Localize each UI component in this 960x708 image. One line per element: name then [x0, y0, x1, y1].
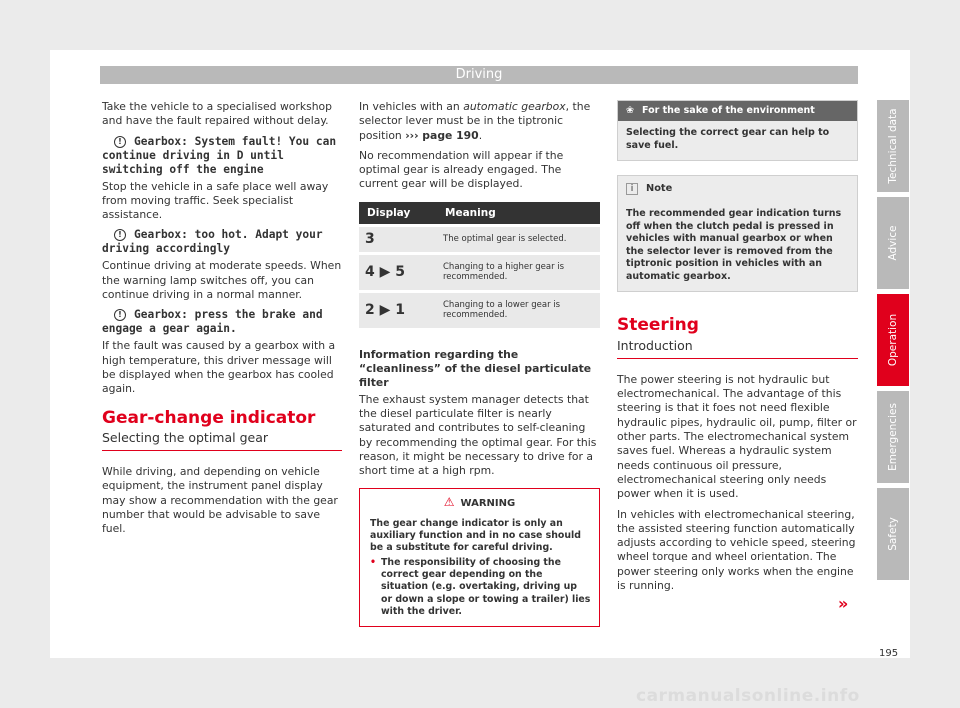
warning-box	[359, 488, 600, 627]
leaf-icon: ❀	[626, 105, 634, 116]
paragraph: The exhaust system manager detects that the diesel particulate filter is nearly saturated and contributes to self-cleaning by recommending the optimal gear. For this reason, it might be necessary to drive for a short time at a high rpm.	[359, 392, 597, 478]
watermark: carmanualsonline.info	[636, 686, 860, 706]
driver-message-text: Gearbox: press the brake and engage a gear again.	[102, 308, 323, 336]
info-icon: !	[114, 309, 126, 321]
column-3	[617, 100, 858, 599]
paragraph: Take the vehicle to a specialised workshop and have the fault repaired without delay.	[102, 100, 333, 128]
tab-emergencies[interactable]: Emergencies	[877, 391, 909, 483]
paragraph: In vehicles with electromechanical steering, the assisted steering function automatically adjusts according to vehicle speed, steering wheel torque and wheel orientation. The power steering only works when the engine is running.	[617, 507, 856, 593]
note-text: The recommended gear indication turns off when the clutch pedal is pressed in vehicles with manual gearbox or when the selector lever is removed from the tiptronic position in vehicles with an automatic gearbox.	[618, 202, 857, 291]
tab-technical-data[interactable]: Technical data	[877, 100, 909, 192]
continue-icon: »	[838, 594, 849, 613]
driver-message	[102, 135, 342, 177]
tab-operation[interactable]: Operation	[877, 294, 909, 386]
paragraph: Continue driving at moderate speeds. When the warning lamp switches off, you can continue driving in a normal manner.	[102, 259, 342, 302]
gear-display-table	[359, 202, 600, 328]
section-heading: Gear-change indicator	[102, 407, 316, 428]
section-subheading: Introduction	[617, 339, 858, 359]
gear-display: 2 ▶ 1	[359, 291, 437, 328]
subsection-title: Information regarding the “cleanliness” of the diesel particulate filter	[359, 347, 592, 390]
note-icon: i	[626, 183, 638, 195]
table-header: Meaning	[437, 202, 600, 226]
table-row	[359, 253, 600, 291]
paragraph: While driving, and depending on vehicle equipment, the instrument panel display may show a recommendation with the gear number that would be advisable to save fuel.	[102, 465, 338, 536]
environment-text: Selecting the correct gear can help to save fuel.	[618, 121, 857, 160]
warning-text: The gear change indicator is only an auxiliary function and in no case should be a substitute for careful driving.	[370, 517, 581, 554]
environment-box	[617, 100, 858, 161]
environment-title: ❀ For the sake of the environment	[618, 101, 857, 121]
paragraph: Stop the vehicle in a safe place well away from moving traffic. Seek specialist assistance.	[102, 179, 329, 222]
driver-message	[102, 308, 342, 336]
page-header: Driving	[100, 66, 858, 84]
warning-title: ⚠ WARNING	[443, 495, 516, 510]
warning-bullet: • The responsibility of choosing the correct gear depending on the situation (e.g. overtaking, driving up or down a slope or towing a trailer) lies with the driver.	[370, 556, 591, 617]
note-box	[617, 175, 858, 292]
warning-triangle-icon: ⚠	[443, 495, 455, 510]
paragraph: No recommendation will appear if the optimal gear is already engaged. The current gear will be displayed.	[359, 148, 564, 191]
driver-message	[102, 228, 342, 256]
tab-safety[interactable]: Safety	[877, 488, 909, 580]
paragraph: If the fault was caused by a gearbox with a high temperature, this driver message will be displayed when the gearbox has cooled again.	[102, 339, 336, 396]
gear-meaning: Changing to a lower gear is recommended.	[437, 291, 600, 328]
driver-message-text: Gearbox: System fault! You can continue driving in D until switching off the engine	[102, 134, 337, 176]
column-1	[102, 100, 342, 543]
page-number: 195	[879, 648, 899, 659]
driver-message-text: Gearbox: too hot. Adapt your driving accordingly	[102, 228, 323, 256]
gear-display: 4 ▶ 5	[359, 253, 437, 291]
note-title: i Note	[618, 176, 857, 202]
gear-display: 3	[359, 226, 437, 254]
column-2	[359, 100, 600, 627]
section-subheading: Selecting the optimal gear	[102, 431, 342, 451]
bullet-icon: •	[370, 556, 376, 568]
table-row	[359, 226, 600, 254]
page-reference-link[interactable]: ››› page 190	[405, 128, 479, 142]
gear-meaning: Changing to a higher gear is recommended.	[437, 253, 600, 291]
gear-meaning: The optimal gear is selected.	[437, 226, 600, 254]
table-header: Display	[359, 202, 437, 226]
table-row	[359, 291, 600, 328]
section-heading: Steering	[617, 315, 699, 336]
chapter-tabs	[877, 100, 909, 585]
paragraph: The power steering is not hydraulic but electromechanical. The advantage of this steering is that it foes not need flexible hydraulic pipes, hydraulic oil, pump, filter or other parts. The electromechanical system saves fuel. Whereas a hydraulic system needs continuous oil pressure, electromechanical steering only needs power when it is used.	[617, 372, 857, 501]
info-icon: !	[114, 229, 126, 241]
info-icon: !	[114, 136, 126, 148]
paragraph: In vehicles with an automatic gearbox, the selector lever must be in the tiptronic position ››› page 190.	[359, 100, 591, 142]
tab-advice[interactable]: Advice	[877, 197, 909, 289]
